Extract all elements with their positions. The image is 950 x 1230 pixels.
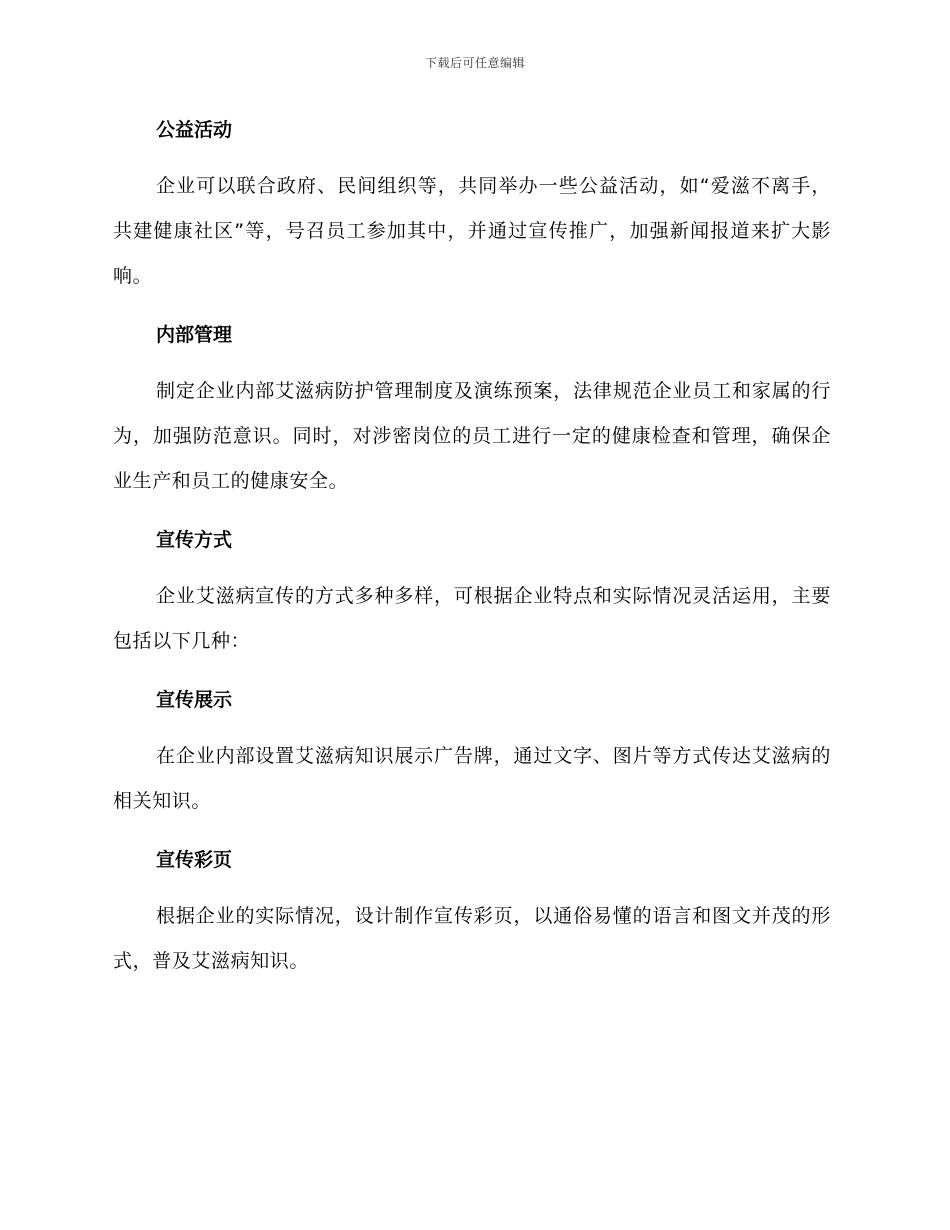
- section-paragraph-internal-management: 制定企业内部艾滋病防护管理制度及演练预案，法律规范企业员工和家属的行为，加强防范意识。同时，对涉密岗位的员工进行一定的健康检查和管理，确保企业生产和员工的健康安全。: [113, 380, 831, 492]
- document-body: [113, 108, 831, 998]
- section-paragraph-publicity-methods: 企业艾滋病宣传的方式多种多样，可根据企业特点和实际情况灵活运用，主要包括以下几种：: [113, 585, 831, 652]
- section-heading-publicity-display: 宣传展示: [156, 689, 233, 711]
- section-paragraph-public-welfare: 企业可以联合政府、民间组织等，共同举办一些公益活动，如“爱滋不离手，共建健康社区”等，号召员工参加其中，并通过宣传推广，加强新闻报道来扩大影响。: [113, 175, 831, 287]
- section-heading-publicity-methods: 宣传方式: [156, 529, 233, 551]
- section-paragraph-publicity-display: 在企业内部设置艾滋病知识展示广告牌，通过文字、图片等方式传达艾滋病的相关知识。: [113, 745, 831, 812]
- section-paragraph-publicity-flyer: 根据企业的实际情况，设计制作宣传彩页，以通俗易懂的语言和图文并茂的形式，普及艾滋病知识。: [113, 905, 831, 972]
- section-heading-public-welfare: 公益活动: [156, 119, 233, 141]
- header-note: 下载后可任意编辑: [424, 56, 525, 70]
- section-heading-publicity-flyer: 宣传彩页: [156, 849, 233, 871]
- section-heading-internal-management: 内部管理: [156, 324, 233, 346]
